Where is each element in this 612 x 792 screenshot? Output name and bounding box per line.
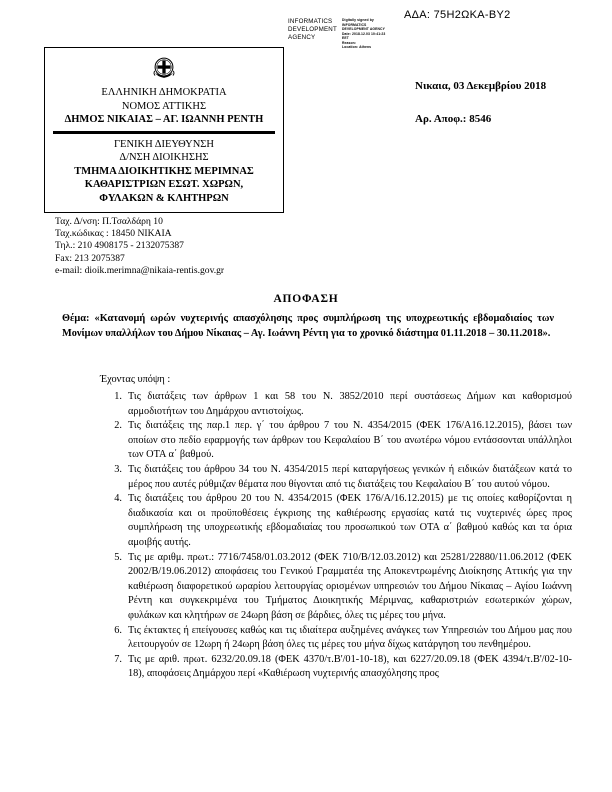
ada-code: ΑΔΑ: 75Η2ΩΚΑ-ΒΥ2 — [404, 9, 511, 21]
signature-detail-line: Reason: — [342, 40, 357, 45]
clause-item — [104, 492, 572, 550]
clause-number: 4. — [114, 493, 122, 505]
contact-block — [55, 216, 224, 277]
subject-paragraph — [62, 312, 554, 341]
clause-text: Τις διατάξεις του άρθρου 20 του Ν. 4354/2015 (ΦΕΚ 176/Α/16.12.2015) με τις οποίες καθορίζονται η διαδικασία και οι προϋποθέσεις έγκρισης της καθιέρωσης εργασίας κατά τις νυχτερινές ώρες προς συμπλήρωση της υποχρεωτικής εβδομαδιαίας του προσωπικού των ΟΤΑ α΄ βαθμού καθώς και τα όρια αμοιβής αυτής. — [128, 493, 572, 548]
header-line-department: ΤΜΗΜΑ ΔΙΟΙΚΗΤΙΚΗΣ ΜΕΡΙΜΝΑΣ — [74, 165, 254, 177]
subject-label: Θέμα: — [62, 313, 90, 324]
clause-number: 3. — [114, 463, 122, 475]
signature-agency-name: INFORMATICS DEVELOPMENT AGENCY — [288, 18, 337, 42]
header-line-department-2: ΚΑΘΑΡΙΣΤΡΙΩΝ ΕΣΩΤ. ΧΩΡΩΝ, — [84, 179, 244, 190]
signature-detail-line: Location: Athens — [342, 45, 372, 49]
clause-item — [104, 624, 572, 653]
clause-list — [104, 390, 572, 682]
place-and-date: Νικαια, 03 Δεκεμβρίου 2018 — [415, 80, 547, 92]
clause-number: 6. — [114, 624, 122, 636]
document-meta — [415, 80, 546, 125]
clause-item — [104, 463, 572, 492]
greek-coat-of-arms-icon — [149, 53, 179, 83]
protocol-number: Αρ. Αποφ.: 8546 — [415, 113, 492, 125]
header-line-prefecture: ΝΟΜΟΣ ΑΤΤΙΚΗΣ — [121, 100, 207, 112]
header-line-municipality: ΔΗΜΟΣ ΝΙΚΑΙΑΣ – ΑΓ. ΙΩΑΝΝΗ ΡΕΝΤΗ — [64, 114, 264, 125]
clause-text: Τις διατάξεις των άρθρων 1 και 58 του Ν. 3852/2010 περί συστάσεως Δήμων και καθορισμού αρμοδιοτήτων του Δημάρχου αντιστοίχως. — [128, 391, 572, 417]
header-divider — [53, 131, 275, 134]
digital-signature-stamp — [288, 18, 393, 50]
clause-text: Τις διατάξεις του άρθρου 34 του Ν. 4354/2015 περί καταργήσεως γενικών ή ειδικών διατάξεων κατά το μέρος που αυτές ρύθμιζαν θέματα που θίγονται από τις διατάξεις του Κεφαλαίου Β΄ του αυτού νόμου. — [128, 463, 572, 490]
subject-text: «Κατανομή ωρών νυχτερινής απασχόλησης προς συμπλήρωση της υποχρεωτικής εβδομαδιαίος των Μονίμων υπαλλήλων του Δήμου Νίκαιας – Αγ. Ιωάννη Ρέντη για το χρονικό διάστημα 01.11.2018 – 30.11.2018». — [62, 313, 554, 339]
signature-detail-line: INFORMATICS — [342, 22, 367, 27]
clause-number: 5. — [114, 551, 122, 563]
contact-fax: Fax: 213 2075387 — [55, 252, 125, 264]
clause-number: 7. — [114, 653, 122, 665]
signature-detail-line: DEVELOPMENT AGENCY — [342, 27, 385, 31]
contact-email: e-mail: dioik.merimna@nikaia-rentis.gov.gr — [55, 264, 225, 276]
contact-phone: Τηλ.: 210 4908175 - 2132075387 — [55, 240, 184, 252]
contact-postal-code: Ταχ.κώδικας : 18450 ΝΙΚΑΙΑ — [55, 228, 172, 240]
clause-item — [104, 419, 572, 463]
signature-detail-line: Date: 2018.12.03 10:41:23 — [342, 31, 386, 36]
header-line-republic: ΕΛΛΗΝΙΚΗ ΔΗΜΟΚΡΑΤΙΑ — [101, 87, 227, 98]
signature-detail-line: Digitally signed by — [342, 18, 374, 22]
clause-text: Τις με αριθ. πρωτ. 6232/20.09.18 (ΦΕΚ 4370/τ.Β'/01-10-18), και 6227/20.09.18 (ΦΕΚ 4394/τ.Β'/02-10-18), αποφάσεις Δημάρχου περί «Καθιέρωση νυχτερινής απασχόλησης προς — [128, 653, 572, 680]
signature-detail-line: EET — [342, 36, 349, 40]
header-line-department-3: ΦΥΛΑΚΩΝ & ΚΛΗΤΗΡΩΝ — [99, 192, 229, 204]
clause-text: Τις διατάξεις της παρ.1 περ. γ΄ του άρθρου 7 του Ν. 4354/2015 (ΦΕΚ 176/Α16.12.2015), βάσει των οποίων στο πεδίο εφαρμογής των άρθρων του Κεφαλαίου Β΄ του ανωτέρω νόμου εντάσσονται υπάλληλοι των ΟΤΑ α΄ βαθμού. — [128, 420, 572, 461]
contact-address: Ταχ. Δ/νση: Π.Τσαλδάρη 10 — [55, 216, 163, 227]
clause-text: Τις έκτακτες ή επείγουσες καθώς και τις ιδιαίτερα αυξημένες ανάγκες των Υπηρεσιών του Δήμου μας που λειτουργούν σε 12ωρη ή 24ωρη βάση όλες τις μέρες του μήνα δίχως κατάργηση του πενθημέρου. — [128, 624, 572, 651]
clause-number: 2. — [114, 420, 122, 432]
header-line-general-directorate: ΓΕΝΙΚΗ ΔΙΕΥΘΥΝΣΗ — [113, 138, 214, 150]
clause-item — [104, 653, 572, 682]
page-title: ΑΠΟΦΑΣΗ — [273, 293, 339, 305]
clause-text: Τις με αριθμ. πρωτ.: 7716/7458/01.03.2012 (ΦΕΚ 710/Β/12.03.2012) και 25281/22880/11.06.2012 (ΦΕΚ 2002/Β/19.06.2012) αποφάσεις του Γενικού Γραμματέα της Αποκεντρωμένης Διοίκησης Αττικής για την καθιέρωση διαφορετικού ωραρίου λειτουργίας ορισμένων υπηρεσιών του Δήμου Νίκαιας – Αγίου Ιωάννη Ρέντη και συγκεκριμένα του Τμήματος Διοικητικής Μέριμνας, καθαριστριών εσωτερικών χώρων, φυλάκων και κλητήρων σε 24ωρη βάση σε βάρδιες, όλες τις μέρες του μήνα. — [128, 551, 572, 621]
letterhead-box — [44, 47, 284, 213]
header-line-directorate: Δ/ΝΣΗ ΔΙΟΙΚΗΣΗΣ — [119, 152, 209, 163]
clause-item — [104, 390, 572, 419]
clause-item — [104, 551, 572, 624]
clause-number: 1. — [114, 391, 122, 402]
signature-details — [342, 18, 393, 50]
preamble-text: Έχοντας υπόψη : — [100, 374, 171, 385]
